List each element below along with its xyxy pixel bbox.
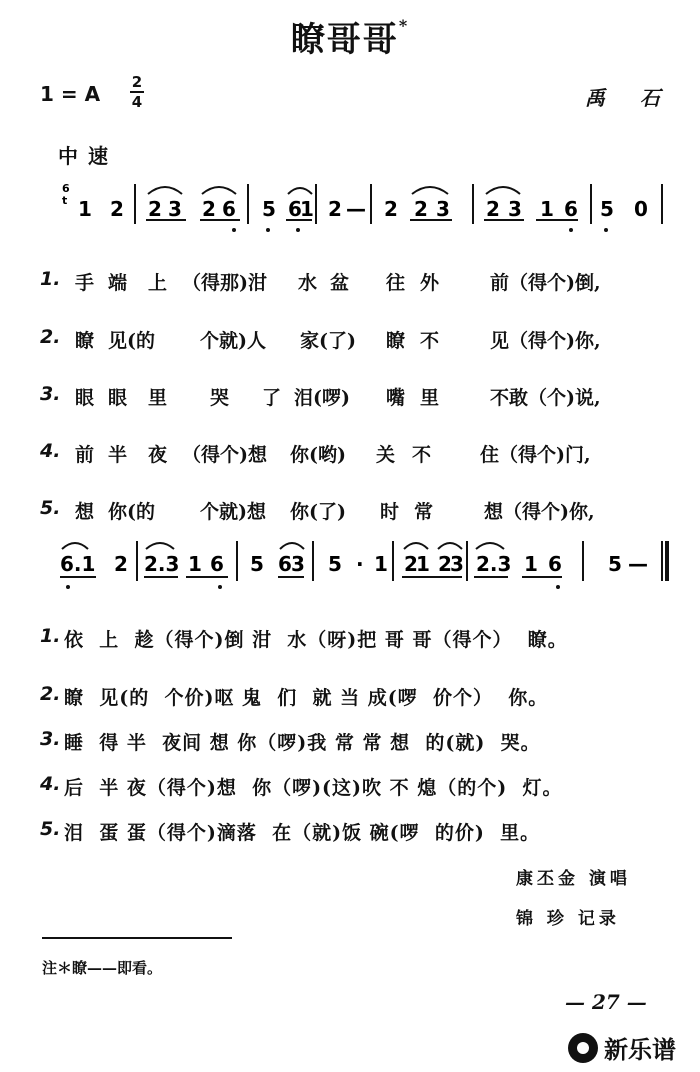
credit-performer: 康丕金 演唱 bbox=[516, 869, 631, 889]
key-signature: 1 = A bbox=[40, 82, 101, 106]
svg-text:6.1: 6.1 bbox=[60, 552, 96, 576]
svg-text:2: 2 bbox=[384, 197, 398, 221]
svg-text:3: 3 bbox=[291, 552, 305, 576]
svg-text:3: 3 bbox=[168, 197, 182, 221]
svg-text:1: 1 bbox=[540, 197, 554, 221]
svg-text:6: 6 bbox=[210, 552, 224, 576]
footnote: 注＊瞭——即看。 bbox=[42, 959, 163, 977]
svg-text:2: 2 bbox=[202, 197, 216, 221]
svg-text:6: 6 bbox=[222, 197, 236, 221]
svg-text:2.3: 2.3 bbox=[476, 552, 512, 576]
svg-text:3: 3 bbox=[450, 552, 464, 576]
svg-text:1: 1 bbox=[78, 197, 92, 221]
svg-text:—: — bbox=[628, 552, 648, 576]
composer: 禹 石 bbox=[585, 86, 674, 110]
verse-2-line-3: 3. 睡 得 半 夜间 想 你（啰)我 常 常 想 的(就) 哭。 bbox=[40, 728, 541, 754]
svg-text:2.3: 2.3 bbox=[144, 552, 180, 576]
verse-2-line-5: 5. 泪 蛋 蛋（得个)滴落 在（就)饭 碗(啰 的价) 里。 bbox=[40, 818, 541, 844]
svg-text:6: 6 bbox=[62, 182, 70, 195]
svg-text:6: 6 bbox=[564, 197, 578, 221]
svg-text:—: — bbox=[346, 197, 366, 221]
verse-1-line-1: 1. 手 端 上 （得那)泔 水 盆 往 外 前（得个)倒, bbox=[40, 268, 601, 294]
svg-text:0: 0 bbox=[634, 197, 648, 221]
svg-text:1: 1 bbox=[300, 197, 314, 221]
svg-text:5: 5 bbox=[328, 552, 342, 576]
svg-text:2: 2 bbox=[148, 197, 162, 221]
page-number: — 27 — bbox=[565, 990, 647, 1014]
svg-text:2: 2 bbox=[110, 197, 124, 221]
svg-text:·: · bbox=[356, 552, 364, 576]
verse-1-line-5: 5. 想 你(的 个就)想 你(了) 时 常 想（得个)你, bbox=[40, 497, 595, 523]
svg-text:2: 2 bbox=[404, 552, 418, 576]
credit-recorder: 锦 珍 记录 bbox=[516, 909, 620, 929]
svg-text:2: 2 bbox=[486, 197, 500, 221]
time-signature: 2 4 bbox=[131, 73, 143, 111]
logo-text: 新乐谱 bbox=[604, 1036, 676, 1064]
verse-2-line-1: 1. 依 上 趁（得个)倒 泔 水（呀)把 哥 哥（得个） 瞭。 bbox=[40, 625, 568, 651]
svg-text:2: 2 bbox=[438, 552, 452, 576]
svg-text:3: 3 bbox=[508, 197, 522, 221]
verse-1-line-4: 4. 前 半 夜 （得个)想 你(哟) 关 不 住（得个)门, bbox=[40, 440, 591, 466]
music-disc-icon bbox=[568, 1033, 598, 1063]
svg-text:3: 3 bbox=[436, 197, 450, 221]
svg-text:1: 1 bbox=[188, 552, 202, 576]
svg-text:5: 5 bbox=[250, 552, 264, 576]
verse-2-line-4: 4. 后 半 夜（得个)想 你（啰)(这)吹 不 熄（的个) 灯。 bbox=[40, 773, 563, 799]
footnote-divider bbox=[42, 937, 232, 939]
svg-text:6: 6 bbox=[278, 552, 292, 576]
svg-text:2: 2 bbox=[328, 197, 342, 221]
svg-text:5: 5 bbox=[600, 197, 614, 221]
svg-text:t: t bbox=[62, 194, 68, 207]
svg-text:1: 1 bbox=[416, 552, 430, 576]
svg-text:5: 5 bbox=[262, 197, 276, 221]
notation-line-1 bbox=[0, 180, 700, 240]
svg-text:2: 2 bbox=[414, 197, 428, 221]
tempo-marking: 中速 bbox=[58, 144, 118, 168]
verse-1-line-2: 2. 瞭 见(的 个就)人 家(了) 瞭 不 见（得个)你, bbox=[40, 326, 601, 352]
site-logo bbox=[568, 1030, 676, 1065]
svg-text:1: 1 bbox=[374, 552, 388, 576]
svg-text:6: 6 bbox=[288, 197, 302, 221]
svg-text:1: 1 bbox=[524, 552, 538, 576]
verse-1-line-3: 3. 眼 眼 里 哭 了 泪(啰) 嘴 里 不敢（个)说, bbox=[40, 383, 601, 409]
verse-2-line-2: 2. 瞭 见(的 个价)呕 鬼 们 就 当 成(啰 价个） 你。 bbox=[40, 683, 549, 709]
song-title: 瞭哥哥* bbox=[290, 16, 410, 60]
svg-text:6: 6 bbox=[548, 552, 562, 576]
svg-text:2: 2 bbox=[114, 552, 128, 576]
svg-text:5: 5 bbox=[608, 552, 622, 576]
notation-line-2 bbox=[0, 537, 700, 597]
